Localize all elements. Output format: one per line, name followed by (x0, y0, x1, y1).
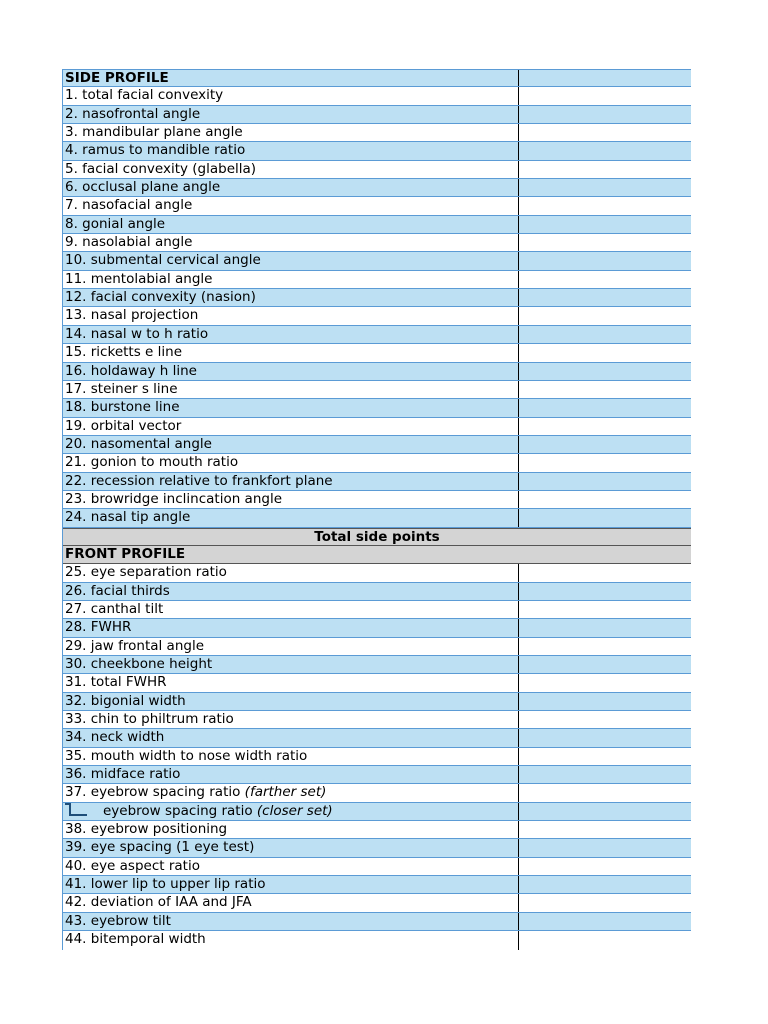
value-cell[interactable] (519, 106, 691, 123)
table-row (63, 252, 691, 270)
row-label[interactable]: 14. nasal w to h ratio (63, 326, 519, 343)
row-label[interactable]: 1. total facial convexity (63, 87, 519, 104)
table-row (63, 124, 691, 142)
value-cell[interactable] (519, 344, 691, 361)
table-row (63, 491, 691, 509)
row-label[interactable] (63, 784, 519, 801)
row-label[interactable]: 39. eye spacing (1 eye test) (63, 839, 519, 856)
value-cell[interactable] (519, 161, 691, 178)
value-cell[interactable] (519, 87, 691, 104)
section-header-side-profile (63, 69, 691, 87)
table-row (63, 436, 691, 454)
row-label[interactable]: 43. eyebrow tilt (63, 913, 519, 930)
table-row (63, 234, 691, 252)
value-cell[interactable] (519, 931, 691, 949)
table-row (63, 399, 691, 417)
table-row (63, 106, 691, 124)
row-label[interactable] (63, 803, 519, 820)
table-row (63, 894, 691, 912)
value-cell[interactable] (519, 803, 691, 820)
row-label[interactable]: 38. eyebrow positioning (63, 821, 519, 838)
row-label[interactable]: 12. facial convexity (nasion) (63, 289, 519, 306)
value-cell[interactable] (519, 197, 691, 214)
row-label[interactable]: 34. neck width (63, 729, 519, 746)
table-row (63, 307, 691, 325)
row-label[interactable]: 33. chin to philtrum ratio (63, 711, 519, 728)
value-cell[interactable] (519, 252, 691, 269)
table-row (63, 674, 691, 692)
row-label[interactable]: 19. orbital vector (63, 418, 519, 435)
table-row (63, 913, 691, 931)
value-cell[interactable] (519, 473, 691, 490)
value-cell[interactable] (519, 619, 691, 636)
table-row (63, 601, 691, 619)
row-label[interactable]: 23. browridge inclincation angle (63, 491, 519, 508)
value-cell[interactable] (519, 142, 691, 159)
value-cell[interactable] (519, 583, 691, 600)
table-row (63, 858, 691, 876)
table-row (63, 564, 691, 582)
table-row (63, 289, 691, 307)
value-cell[interactable] (519, 674, 691, 691)
table-row (63, 216, 691, 234)
value-cell[interactable] (519, 638, 691, 655)
spreadsheet-table (62, 69, 691, 950)
row-label[interactable]: 41. lower lip to upper lip ratio (63, 876, 519, 893)
table-row (63, 821, 691, 839)
value-cell[interactable] (519, 564, 691, 581)
table-row (63, 161, 691, 179)
table-row-37b (63, 803, 691, 821)
value-cell[interactable] (519, 509, 691, 526)
table-row (63, 142, 691, 160)
row-label[interactable]: 26. facial thirds (63, 583, 519, 600)
value-cell[interactable] (519, 784, 691, 801)
row-label[interactable]: 4. ramus to mandible ratio (63, 142, 519, 159)
table-row (63, 711, 691, 729)
table-row (63, 656, 691, 674)
table-row (63, 583, 691, 601)
value-cell[interactable] (519, 821, 691, 838)
row-label[interactable]: 28. FWHR (63, 619, 519, 636)
side-profile-header[interactable]: SIDE PROFILE (63, 70, 519, 86)
value-cell[interactable] (519, 876, 691, 893)
value-cell[interactable] (519, 307, 691, 324)
row-label[interactable]: 24. nasal tip angle (63, 509, 519, 526)
row-label[interactable]: 44. bitemporal width (63, 931, 519, 949)
value-cell[interactable] (519, 289, 691, 306)
front-profile-header: FRONT PROFILE (65, 545, 186, 562)
table-row (63, 344, 691, 362)
row-text: eyebrow spacing ratio (103, 802, 257, 819)
sub-item-arrow-icon (69, 805, 87, 816)
value-cell[interactable] (519, 234, 691, 251)
value-cell[interactable] (519, 913, 691, 930)
table-row (63, 693, 691, 711)
value-cell[interactable] (519, 748, 691, 765)
row-label[interactable]: 27. canthal tilt (63, 601, 519, 618)
row-label[interactable]: 29. jaw frontal angle (63, 638, 519, 655)
row-text: 37. eyebrow spacing ratio (65, 784, 245, 801)
value-cell[interactable] (519, 656, 691, 673)
value-cell[interactable] (519, 711, 691, 728)
row-label[interactable]: 20. nasomental angle (63, 436, 519, 453)
value-cell[interactable] (519, 124, 691, 141)
table-row (63, 766, 691, 784)
row-label[interactable]: 7. nasofacial angle (63, 197, 519, 214)
table-row (63, 931, 691, 949)
value-cell[interactable] (519, 766, 691, 783)
row-label[interactable]: 25. eye separation ratio (63, 564, 519, 581)
row-label[interactable]: 11. mentolabial angle (63, 271, 519, 288)
row-label[interactable]: 35. mouth width to nose width ratio (63, 748, 519, 765)
table-row-37 (63, 784, 691, 802)
table-row (63, 271, 691, 289)
value-cell[interactable] (519, 454, 691, 471)
table-row (63, 381, 691, 399)
value-cell[interactable] (519, 70, 691, 86)
row-label[interactable]: 40. eye aspect ratio (63, 858, 519, 875)
value-cell[interactable] (519, 601, 691, 618)
table-row (63, 619, 691, 637)
table-row (63, 179, 691, 197)
value-cell[interactable] (519, 326, 691, 343)
table-row (63, 87, 691, 105)
value-cell[interactable] (519, 399, 691, 416)
table-row (63, 876, 691, 894)
table-row (63, 729, 691, 747)
row-label[interactable]: 42. deviation of IAA and JFA (63, 894, 519, 911)
value-cell[interactable] (519, 491, 691, 508)
value-cell[interactable] (519, 418, 691, 435)
row-label[interactable]: 16. holdaway h line (63, 363, 519, 380)
value-cell[interactable] (519, 436, 691, 453)
value-cell[interactable] (519, 858, 691, 875)
value-cell[interactable] (519, 729, 691, 746)
row-label[interactable]: 15. ricketts e line (63, 344, 519, 361)
value-cell[interactable] (519, 363, 691, 380)
value-cell[interactable] (519, 693, 691, 710)
row-label[interactable]: 9. nasolabial angle (63, 234, 519, 251)
total-side-points-row[interactable] (63, 528, 691, 546)
table-row (63, 748, 691, 766)
value-cell[interactable] (519, 179, 691, 196)
row-label[interactable]: 6. occlusal plane angle (63, 179, 519, 196)
value-cell[interactable] (519, 216, 691, 233)
row-label[interactable]: 22. recession relative to frankfort plane (63, 473, 519, 490)
row-label[interactable]: 8. gonial angle (63, 216, 519, 233)
row-label[interactable]: 3. mandibular plane angle (63, 124, 519, 141)
row-label[interactable]: 36. midface ratio (63, 766, 519, 783)
row-label[interactable]: 30. cheekbone height (63, 656, 519, 673)
row-label[interactable]: 32. bigonial width (63, 693, 519, 710)
table-row (63, 418, 691, 436)
table-row (63, 839, 691, 857)
row-label[interactable]: 21. gonion to mouth ratio (63, 454, 519, 471)
row-label[interactable]: 31. total FWHR (63, 674, 519, 691)
row-label[interactable]: 2. nasofrontal angle (63, 106, 519, 123)
row-label[interactable]: 13. nasal projection (63, 307, 519, 324)
row-note: (farther set) (244, 784, 327, 801)
value-cell[interactable] (519, 381, 691, 398)
table-row (63, 326, 691, 344)
table-row (63, 363, 691, 381)
value-cell[interactable] (519, 894, 691, 911)
row-note: (closer set) (256, 802, 333, 819)
row-label[interactable]: 5. facial convexity (glabella) (63, 161, 519, 178)
value-cell[interactable] (519, 839, 691, 856)
table-row (63, 454, 691, 472)
row-label[interactable]: 18. burstone line (63, 399, 519, 416)
row-label[interactable]: 17. steiner s line (63, 381, 519, 398)
value-cell[interactable] (519, 271, 691, 288)
table-row (63, 197, 691, 215)
table-row (63, 473, 691, 491)
section-header-front-profile[interactable] (63, 546, 691, 564)
table-row (63, 509, 691, 527)
row-label[interactable]: 10. submental cervical angle (63, 252, 519, 269)
total-side-points-label: Total side points (314, 528, 440, 545)
table-row (63, 638, 691, 656)
